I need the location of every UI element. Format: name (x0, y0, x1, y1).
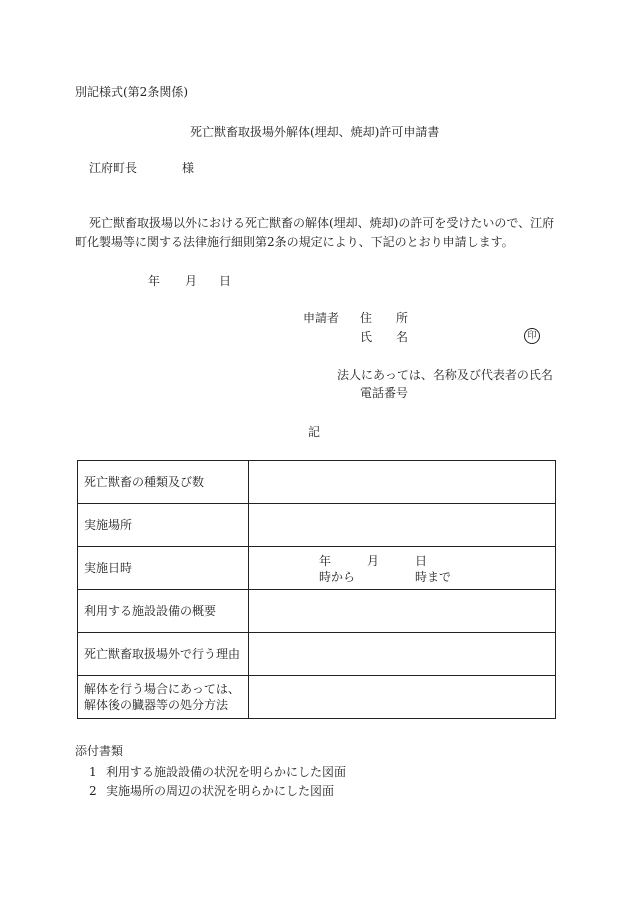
table-row (78, 547, 556, 590)
date-year-label: 年 (148, 274, 161, 288)
phone-label: 電話番号 (360, 386, 409, 400)
addressee-suffix: 様 (182, 161, 195, 175)
attachment-number: 1 (89, 765, 97, 779)
attachment-number: 2 (89, 784, 97, 798)
table-row (78, 633, 556, 676)
date-day-label: 日 (219, 274, 232, 288)
table-row (78, 461, 556, 504)
attachments-heading: 添付書類 (75, 744, 124, 758)
row-label: 実施日時 (78, 547, 249, 590)
value-cell-disposal[interactable] (249, 676, 556, 719)
form-label: 別記様式(第2条関係) (75, 85, 188, 99)
addressee: 江府町長 (89, 161, 138, 175)
row-label: 死亡獣畜の種類及び数 (78, 461, 249, 504)
attachment-text: 実施場所の周辺の状況を明らかにした図面 (106, 784, 335, 798)
info-table (77, 460, 556, 719)
applicant-label: 申請者 (303, 311, 340, 325)
date-month-label: 月 (185, 274, 198, 288)
name-label-part1: 氏 (360, 330, 373, 344)
value-cell-datetime[interactable] (249, 547, 556, 590)
table-row (78, 504, 556, 547)
row-label (78, 676, 249, 719)
document-title: 死亡獣畜取扱場外解体(埋却、焼却)許可申請書 (190, 125, 440, 139)
address-label-part1: 住 (360, 311, 373, 325)
table-row (78, 590, 556, 633)
attachment-text: 利用する施設設備の状況を明らかにした図面 (106, 765, 347, 779)
name-label-part2: 名 (396, 330, 409, 344)
body-paragraph (75, 214, 555, 252)
row-label-line2: 解体後の臓器等の処分方法 (84, 698, 229, 712)
datetime-year-label: 年 (319, 554, 332, 568)
table-row (78, 676, 556, 719)
seal-icon: 印 (524, 328, 540, 344)
row-label: 利用する施設設備の概要 (78, 590, 249, 633)
datetime-until-label: 時まで (415, 570, 452, 584)
datetime-month-label: 月 (367, 554, 380, 568)
row-label: 死亡獣畜取扱場外で行う理由 (78, 633, 249, 676)
row-label-line1: 解体を行う場合にあっては、 (84, 682, 240, 696)
datetime-from-label: 時から (319, 570, 356, 584)
address-label-part2: 所 (396, 311, 409, 325)
row-label: 実施場所 (78, 504, 249, 547)
ki-label: 記 (308, 425, 321, 439)
value-cell-facility[interactable] (249, 590, 556, 633)
datetime-day-label: 日 (415, 554, 428, 568)
value-cell-location[interactable] (249, 504, 556, 547)
corporation-note: 法人にあっては、名称及び代表者の氏名 (337, 368, 553, 382)
body-text: 死亡獣畜取扱場以外における死亡獣畜の解体(埋却、焼却)の許可を受けたいので、江府町化製場等に関する法律施行細則第2条の規定により、下記のとおり申請します。 (75, 216, 555, 249)
value-cell-reason[interactable] (249, 633, 556, 676)
value-cell-animal-type[interactable] (249, 461, 556, 504)
